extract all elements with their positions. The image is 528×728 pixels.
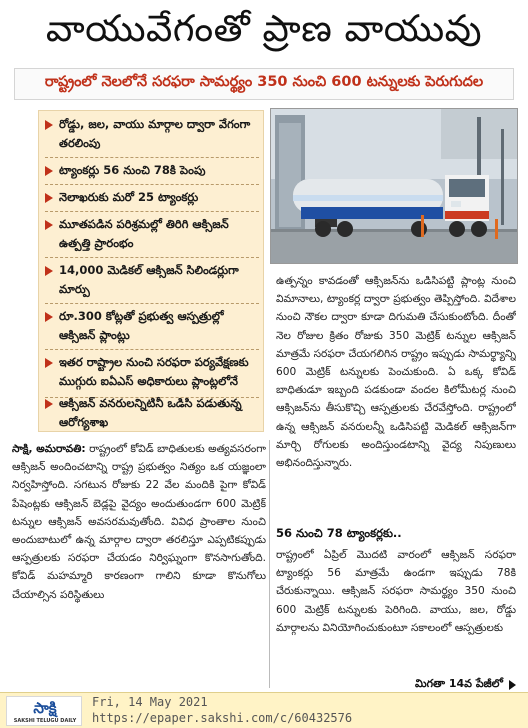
- footer-bar: [0, 692, 528, 728]
- bullet-item: [45, 353, 261, 391]
- bullet-item: [45, 115, 261, 153]
- bullet-divider: [45, 303, 259, 304]
- continued-label: మిగతా 14వ పేజీలో: [414, 677, 503, 690]
- bullet-divider: [45, 157, 259, 158]
- bullet-item: [45, 215, 261, 253]
- article-subheading: 56 నుంచి 78 ట్యాంకర్లకు..: [276, 526, 402, 540]
- highlights-box: [38, 110, 264, 432]
- bullet-item: [45, 188, 261, 207]
- bullet-item: [45, 261, 261, 299]
- triangle-bullet-icon: [45, 399, 53, 409]
- subheadline: రాష్ట్రంలో నెలలోనే సరఫరా సామర్థ్యం 350 నుంచి 600 టన్నులకు పెరుగుదల: [14, 68, 514, 100]
- logo-subtitle: SAKSHI TELUGU DAILY: [13, 718, 77, 724]
- bullet-item: [45, 161, 261, 180]
- article-text-right-bottom: రాష్ట్రంలో ఏప్రిల్ మొదటి వారంలో ఆక్సిజన్ సరఫరా ట్యాంకర్లు 56 మాత్రమే ఉండగా ఇప్పుడు 78కి చేరుకున్నాయి. ఆక్సిజన్ సరఫరా సామర్థ్యం 350 నుంచి 600 మెట్రిక్ టన్నులకు పెరిగింది. వాయు, జల, రోడ్డు మార్గాలను వినియోగించుకుంటూ సకాలంలో ఆస్పత్రులకు: [276, 549, 516, 634]
- bullet-item: [45, 307, 261, 345]
- triangle-bullet-icon: [45, 193, 53, 203]
- bullet-divider: [45, 184, 259, 185]
- oxygen-tanker-photo: [270, 108, 518, 264]
- bullet-text: ఇతర రాష్ట్రాల నుంచి సరఫరా పర్యవేక్షణకు ముగ్గురు ఐఏఎస్ అధికారులు ప్లాంట్లలోనే: [59, 355, 249, 388]
- bullet-divider: [45, 349, 259, 350]
- triangle-bullet-icon: [45, 166, 53, 176]
- triangle-bullet-icon: [45, 266, 53, 276]
- triangle-bullet-icon: [45, 220, 53, 230]
- triangle-bullet-icon: [45, 358, 53, 368]
- bullet-text: మూతపడిన పరిశ్రమల్లో తిరిగి ఆక్సిజన్ ఉత్పత్తి ప్రారంభం: [59, 217, 229, 250]
- bullet-divider: [45, 257, 259, 258]
- article-text-left: [12, 440, 266, 688]
- article-text-right-top: ఉత్పన్నం కావడంతో ఆక్సిజన్‌ను ఒడిసిపట్టి ప్లాంట్ల నుంచి విమానాలు, ట్యాంకర్ల ద్వారా ప్రభుత్వం తెప్పిస్తోంది. విదేశాల నుంచి నౌకల ద్వారా కూడా దిగుమతి చేసుకుంటోంది. దీంతో నెల రోజుల క్రితం రోజుకు 350 మెట్రిక్ టన్నుల ఆక్సిజన్ మాత్రమే సరఫరా చేయగలిగిన రాష్ట్రం ఇప్పుడు సామర్థ్యాన్ని 600 మెట్రిక్ టన్నులకు పెంచుకుంది. ఏ ఒక్క కోవిడ్ బాధితుడూ ఇబ్బంది పడకుండా వందల కిలోమీటర్ల నుంచి ఆక్సిజన్‌ను తీసుకొచ్చి ఆస్పత్రులకు చేరవేస్తోంది. రాష్ట్రంలో ఉన్న ఆక్సిజన్ వనరులన్నీ ఒడిసిపట్టి మెడికల్ ఆక్సిజన్‌గా మార్చి రోగులకు అందిస్తుండటాన్ని వైద్య నిపుణులు అభినందిస్తున్నారు.: [276, 275, 516, 470]
- epaper-url-link[interactable]: https://epaper.sakshi.com/c/60432576: [92, 711, 353, 725]
- tanker-truck-illustration: [271, 109, 518, 264]
- sakshi-logo: [6, 696, 82, 726]
- article-dateline: సాక్షి, అమరావతి:: [12, 443, 86, 455]
- logo-wordmark: సాక్షి: [33, 699, 57, 717]
- triangle-bullet-icon: [45, 120, 53, 130]
- bullet-text: రోడ్డు, జల, వాయు మార్గాల ద్వారా వేగంగా తరలింపు: [59, 117, 251, 150]
- bullet-text: ట్యాంకర్లు 56 నుంచి 78కి పెంపు: [59, 163, 206, 177]
- arrow-right-icon: [509, 680, 516, 690]
- column-divider: [269, 440, 270, 688]
- bullet-divider: [45, 211, 259, 212]
- article-body-left: రాష్ట్రంలో కోవిడ్ బాధితులకు అత్యవసరంగా ఆక్సిజన్ అందించటాన్ని రాష్ట్ర ప్రభుత్వం నిత్యం ఒక యజ్ఞంలా నిర్వహిస్తోంది. సగటున రోజుకు 22 వేల మందికి పైగా కోవిడ్ పేషెంట్లకు ఆక్సిజన్ బెడ్లపై వైద్యం అందుతుండగా 600 మెట్రిక్ టన్నుల ఆక్సిజన్ అవసరమవుతోంది. వివిధ ప్రాంతాల నుంచి అందుబాటులో ఉన్న మార్గాల ద్వారా తరలిస్తూ ఎప్పటికప్పుడు ఆస్పత్రులకు సరఫరా చేయడం నిర్విఘ్నంగా కొనసాగుతోంది. కోవిడ్ మహమ్మారి కారణంగా గాలిని కూడా కొనుగోలు చేయాల్సిన పరిస్థితులు: [12, 443, 266, 601]
- headline: వాయువేగంతో ప్రాణ వాయువు: [45, 7, 483, 50]
- bullet-text: రూ.300 కోట్లతో ప్రభుత్వ ఆస్పత్రుల్లో ఆక్సిజన్ ప్లాంట్లు: [59, 309, 224, 342]
- edition-date: Fri, 14 May 2021: [92, 695, 208, 709]
- bullet-item: [45, 394, 261, 432]
- bullet-text: నెలాఖరుకు మరో 25 ట్యాంకర్లు: [59, 190, 199, 204]
- bullet-text: ఆక్సిజన్ వనరులన్నిటినీ ఒడిసి పడుతున్న ఆరోగ్యశాఖ: [59, 396, 242, 429]
- bullet-text: 14,000 మెడికల్ ఆక్సిజన్ సిలిండర్లుగా మార్పు: [59, 263, 239, 296]
- triangle-bullet-icon: [45, 312, 53, 322]
